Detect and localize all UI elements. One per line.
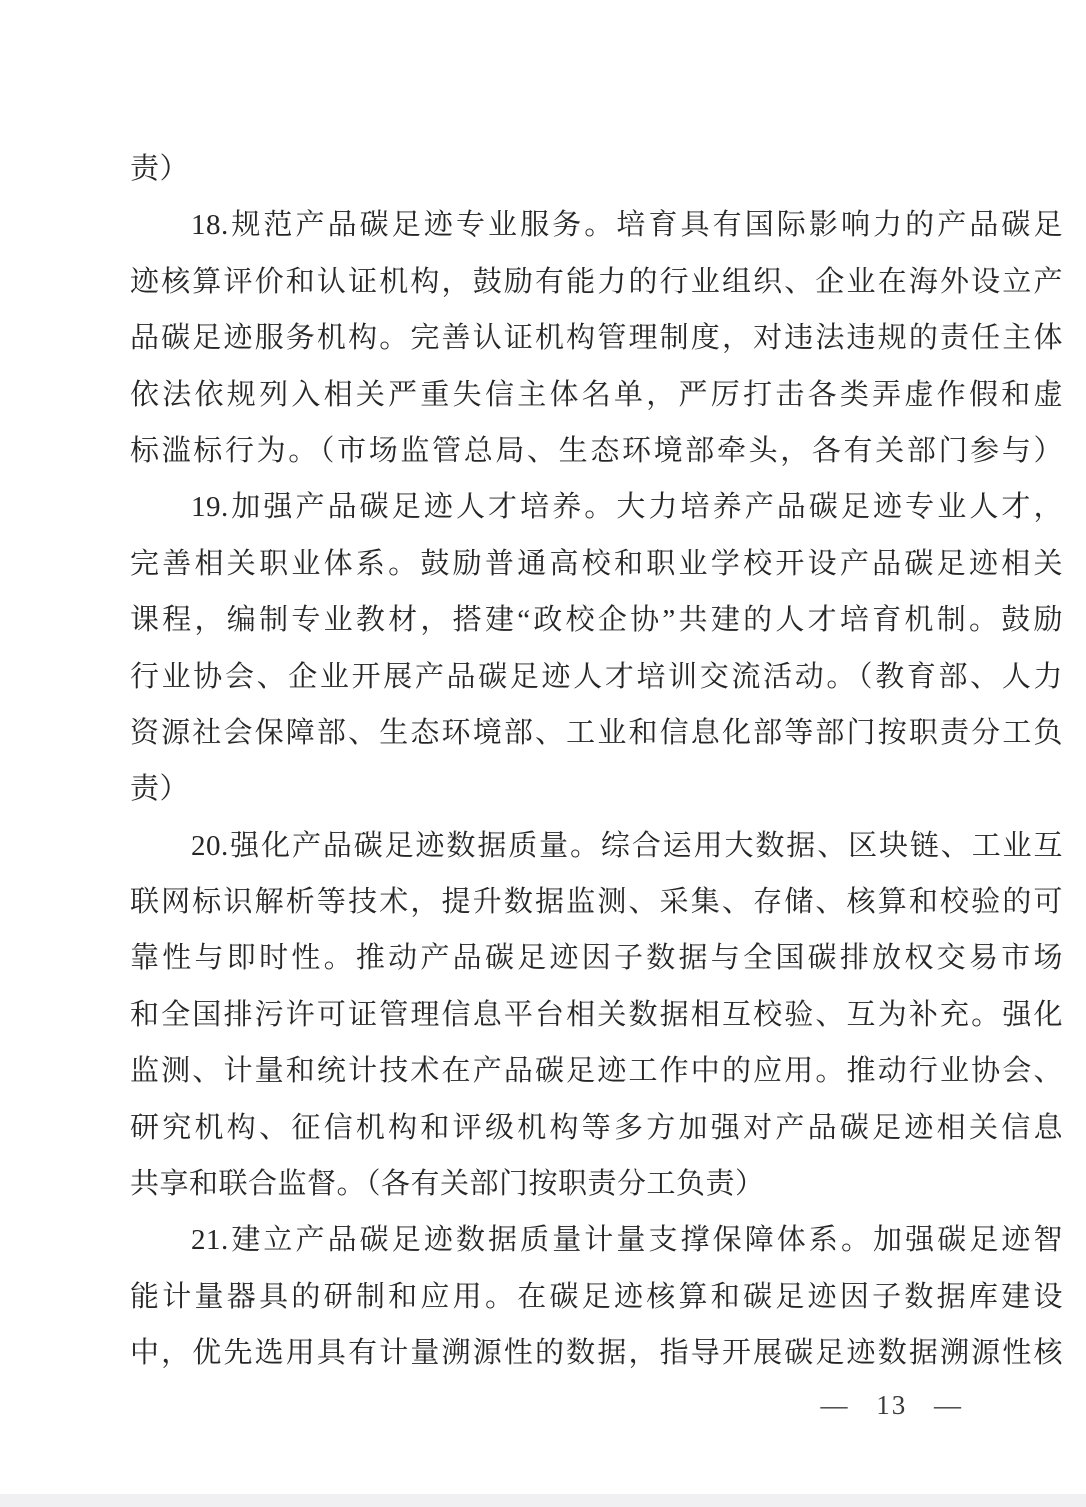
text-line: 靠性与即时性。推动产品碳足迹因子数据与全国碳排放权交易市场 [130,942,1063,975]
text-line: 能计量器具的研制和应用。在碳足迹核算和碳足迹因子数据库建设 [130,1280,1063,1313]
text-line: 共享和联合监督。（各有关部门按职责分工负责） [130,1168,765,1201]
text-line: 中，优先选用具有计量溯源性的数据，指导开展碳足迹数据溯源性核 [130,1337,1063,1370]
text-line: 依法依规列入相关严重失信主体名单，严厉打击各类弄虚作假和虚 [130,378,1063,411]
paragraph-18-start-line: 18.规范产品碳足迹专业服务。培育具有国际影响力的产品碳足 [191,209,1063,242]
text-line: 资源社会保障部、生态环境部、工业和信息化部等部门按职责分工负 [130,716,1063,749]
page-footer [821,1390,964,1430]
paragraph-20-start-line: 20.强化产品碳足迹数据质量。综合运用大数据、区块链、工业互 [191,829,1063,862]
text-line: 标滥标行为。（市场监管总局、生态环境部牵头，各有关部门参与） [130,434,1063,467]
text-line: 联网标识解析等技术，提升数据监测、采集、存储、核算和校验的可 [130,886,1063,919]
text-line: 品碳足迹服务机构。完善认证机构管理制度，对违法违规的责任主体 [130,322,1063,355]
scan-bottom-edge [0,1494,1086,1507]
text-line: 完善相关职业体系。鼓励普通高校和职业学校开设产品碳足迹相关 [130,547,1063,580]
paragraph-19-start-line: 19.加强产品碳足迹人才培养。大力培养产品碳足迹专业人才， [191,491,1063,524]
text-line: 研究机构、征信机构和评级机构等多方加强对产品碳足迹相关信息 [130,1111,1063,1144]
text-line: 责） [130,773,190,806]
text-line: 监测、计量和统计技术在产品碳足迹工作中的应用。推动行业协会、 [130,1055,1063,1088]
text-line: 责） [130,153,190,185]
paragraph-21-start-line: 21.建立产品碳足迹数据质量计量支撑保障体系。加强碳足迹智 [191,1224,1063,1257]
text-line: 行业协会、企业开展产品碳足迹人才培训交流活动。（教育部、人力 [130,660,1063,693]
text-line: 和全国排污许可证管理信息平台相关数据相互校验、互为补充。强化 [130,998,1063,1031]
text-line: 迹核算评价和认证机构，鼓励有能力的行业组织、企业在海外设立产 [130,265,1063,298]
text-line: 课程，编制专业教材，搭建“政校企协”共建的人才培育机制。鼓励 [130,604,1063,637]
page-number: — 13 — [820,1390,963,1420]
document-body [130,141,1063,1382]
